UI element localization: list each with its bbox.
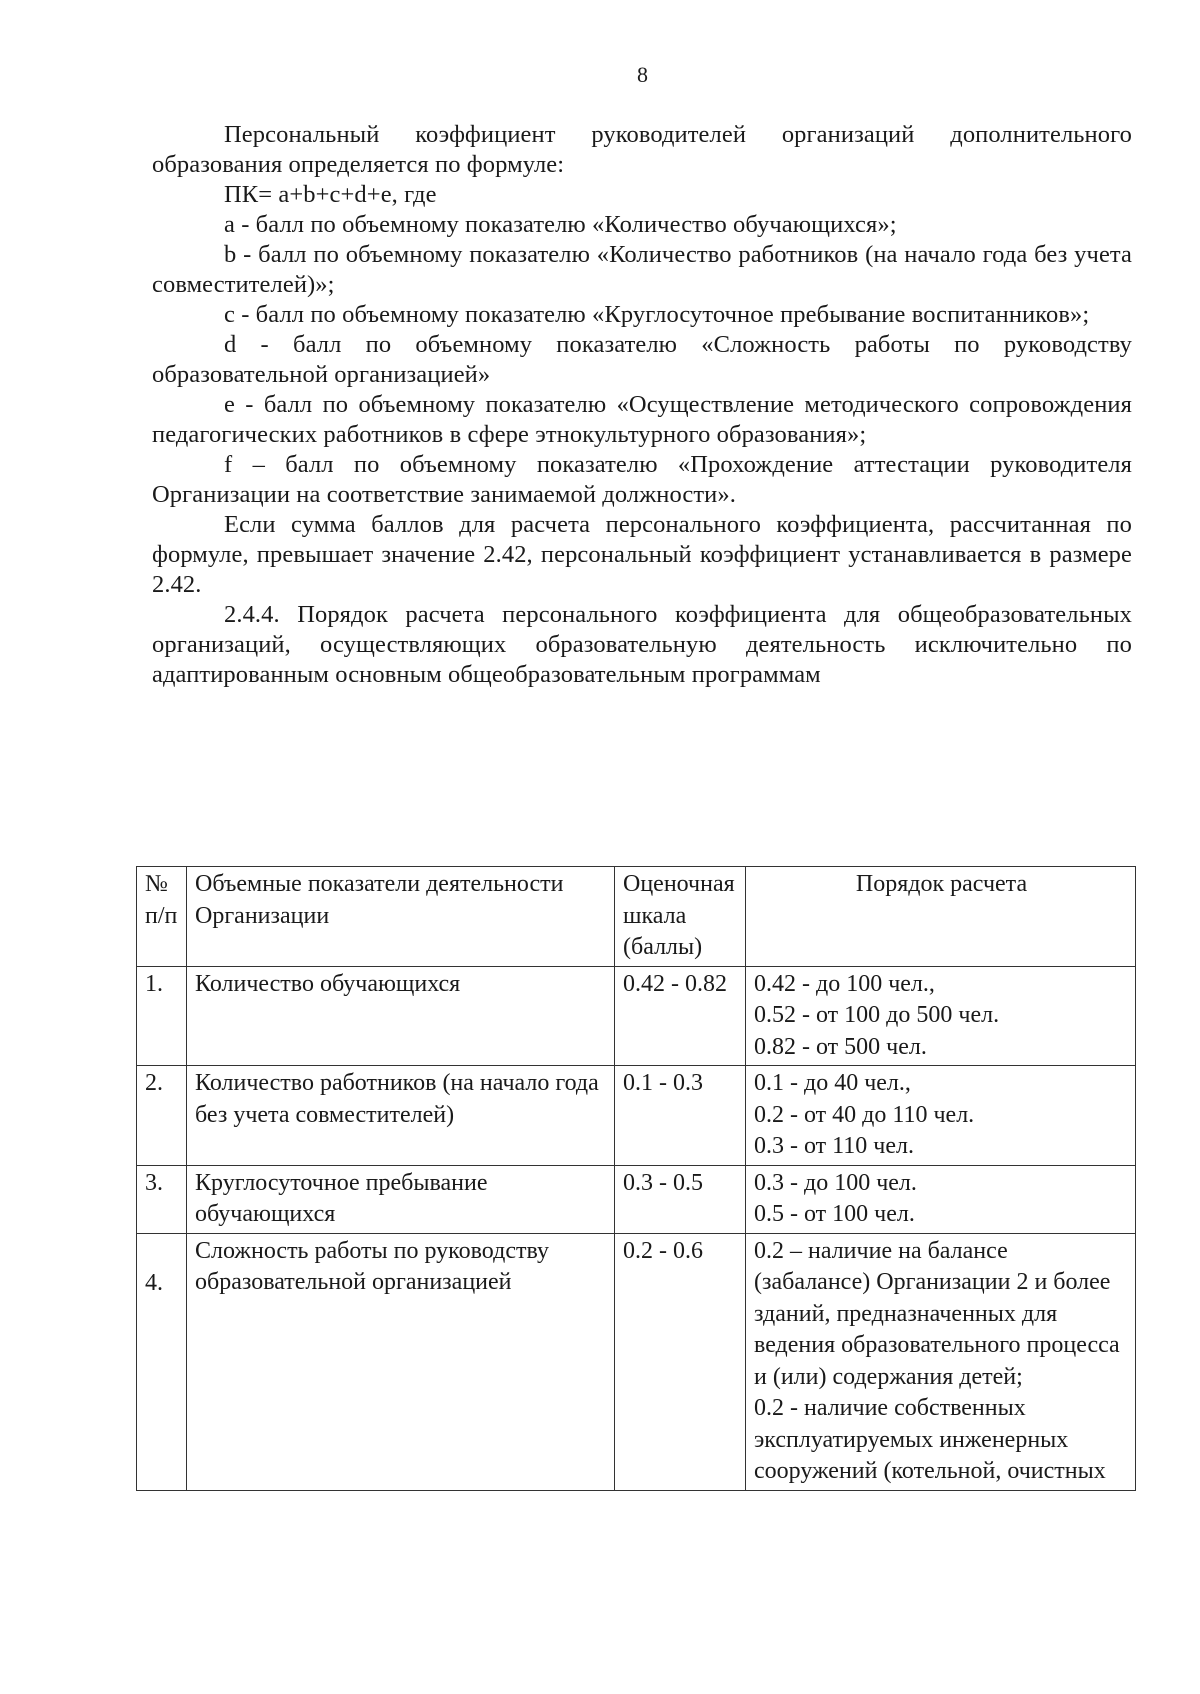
paragraph-e: e - балл по объемному показателю «Осуществление методического сопровождения педагогических работников в сфере этнокультурного образования»; bbox=[152, 391, 1132, 448]
calc-line: 0.2 - наличие собственных эксплуатируемых инженерных сооружений (котельной, очистных bbox=[754, 1395, 1106, 1484]
row-calc bbox=[746, 1233, 1136, 1490]
paragraph-b: b - балл по объемному показателю «Количество работников (на начало года без учета совместителей)»; bbox=[152, 241, 1132, 298]
row-num: 4. bbox=[137, 1233, 187, 1490]
calc-line: 0.3 - до 100 чел. bbox=[754, 1169, 917, 1196]
body-text bbox=[152, 120, 1132, 690]
calc-line: 0.2 - от 40 до 110 чел. bbox=[754, 1101, 975, 1128]
row-indicator: Количество обучающихся bbox=[187, 966, 615, 1066]
row-scale: 0.1 - 0.3 bbox=[615, 1066, 746, 1166]
header-scale: Оценочная шкала (баллы) bbox=[615, 867, 746, 967]
paragraph-c: c - балл по объемному показателю «Круглосуточное пребывание воспитанников»; bbox=[224, 301, 1090, 328]
calc-line: 0.42 - до 100 чел., bbox=[754, 970, 935, 997]
table-row bbox=[137, 966, 1136, 1066]
header-order: Порядок расчета bbox=[746, 867, 1136, 967]
calc-line: 0.82 - от 500 чел. bbox=[754, 1033, 927, 1060]
row-num: 2. bbox=[137, 1066, 187, 1166]
paragraph-a: a - балл по объемному показателю «Количество обучающихся»; bbox=[224, 211, 897, 238]
paragraph-formula: ПК= a+b+c+d+e, где bbox=[224, 181, 437, 208]
paragraph-intro: Персональный коэффициент руководителей организаций дополнительного образования определяется по формуле: bbox=[152, 121, 1132, 178]
row-indicator: Количество работников (на начало года без учета совместителей) bbox=[187, 1066, 615, 1166]
calc-line: 0.1 - до 40 чел., bbox=[754, 1070, 911, 1096]
row-calc bbox=[746, 1165, 1136, 1233]
calc-line: 0.3 - от 110 чел. bbox=[754, 1133, 914, 1159]
row-indicator: Круглосуточное пребывание обучающихся bbox=[187, 1165, 615, 1233]
row-num: 1. bbox=[137, 966, 187, 1066]
section-heading-2-4-4: 2.4.4. Порядок расчета персонального коэффициента для общеобразовательных организаций, осуществляющих образовательную деятельность исключительно по адаптированным основным общеобразовательным программам bbox=[152, 601, 1132, 688]
table-row bbox=[137, 1165, 1136, 1233]
page-number: 8 bbox=[637, 62, 648, 87]
row-calc bbox=[746, 1066, 1136, 1166]
row-indicator: Сложность работы по руководству образовательной организацией bbox=[187, 1233, 615, 1490]
indicators-table bbox=[136, 866, 1136, 1491]
header-num: № п/п bbox=[137, 867, 187, 967]
row-calc bbox=[746, 966, 1136, 1066]
table-row bbox=[137, 1066, 1136, 1166]
row-scale: 0.2 - 0.6 bbox=[615, 1233, 746, 1490]
table-row bbox=[137, 1233, 1136, 1490]
paragraph-f: f – балл по объемному показателю «Прохождение аттестации руководителя Организации на соответствие занимаемой должности». bbox=[152, 451, 1132, 508]
calc-line: 0.52 - от 100 до 500 чел. bbox=[754, 1002, 1000, 1028]
row-num: 3. bbox=[137, 1165, 187, 1233]
row-scale: 0.42 - 0.82 bbox=[615, 966, 746, 1066]
header-indicator: Объемные показатели деятельности Организации bbox=[187, 867, 615, 967]
row-scale: 0.3 - 0.5 bbox=[615, 1165, 746, 1233]
paragraph-d: d - балл по объемному показателю «Сложность работы по руководству образовательной организацией» bbox=[152, 331, 1132, 388]
calc-line: 0.5 - от 100 чел. bbox=[754, 1201, 915, 1227]
table-header-row bbox=[137, 867, 1136, 967]
calc-line: 0.2 – наличие на балансе (забалансе) Организации 2 и более зданий, предназначенных для ведения образовательного процесса и (или) содержания детей; bbox=[754, 1237, 1120, 1390]
paragraph-limit: Если сумма баллов для расчета персонального коэффициента, рассчитанная по формуле, превышает значение 2.42, персональный коэффициент устанавливается в размере 2.42. bbox=[152, 511, 1132, 598]
